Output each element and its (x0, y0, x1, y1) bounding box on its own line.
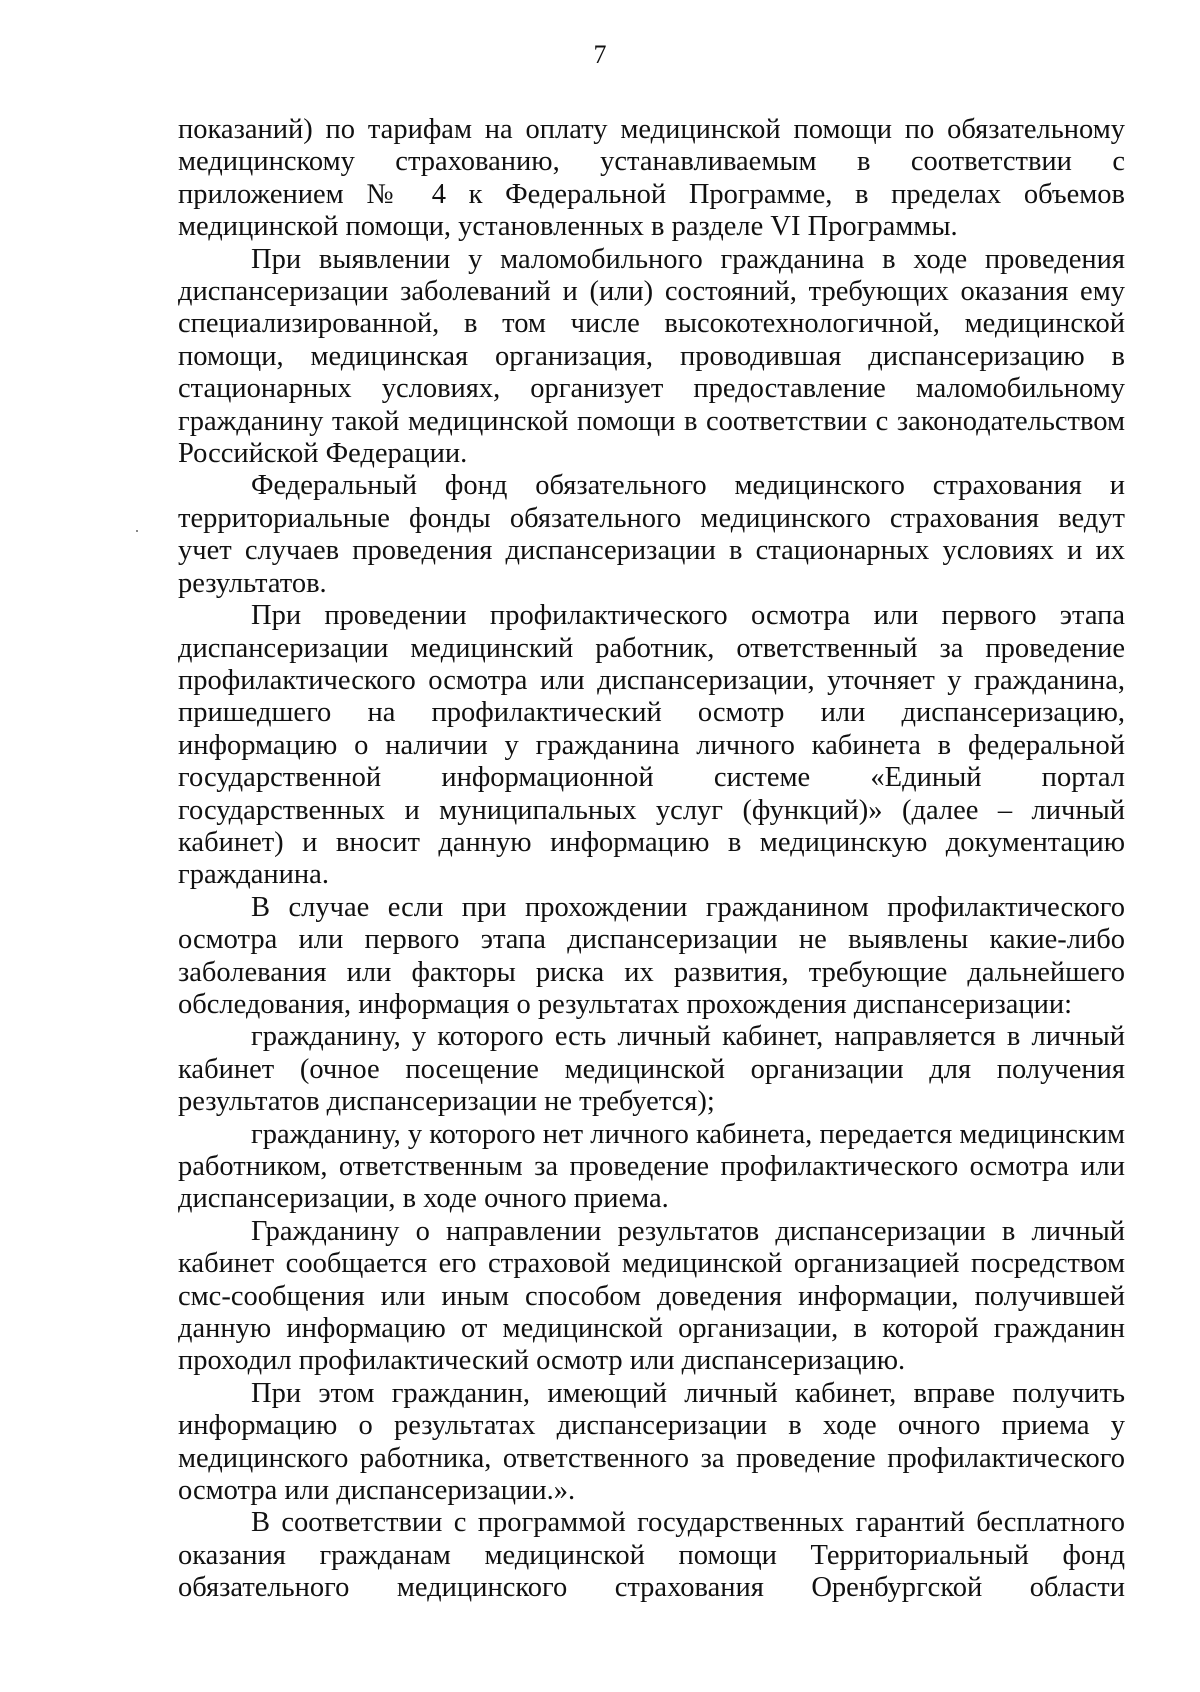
paragraph: Федеральный фонд обязательного медицинского страхования и территориальные фонды обязательного медицинского страхования ведут учет случаев проведения диспансеризации в стационарных условиях и их результатов. (178, 470, 1125, 599)
paragraph: гражданину, у которого нет личного кабинета, передается медицинским работником, ответственным за проведение профилактического осмотра или диспансеризации, в ходе очного приема. (178, 1118, 1125, 1215)
paragraph: При этом гражданин, имеющий личный кабинет, вправе получить информацию о результатах диспансеризации в ходе очного приема у медицинского работника, ответственного за проведение профилактического осмотра или диспансеризации.». (178, 1377, 1125, 1507)
paragraph-continuation: показаний) по тарифам на оплату медицинской помощи по обязательному медицинскому страхованию, устанавливаемым в соответствии с приложением № 4 к Федеральной Программе, в пределах объемов медицинской помощи, установленных в разделе VI Программы. (178, 114, 1125, 243)
scan-speck (136, 530, 138, 532)
paragraph: В случае если при прохождении гражданином профилактического осмотра или первого этапа диспансеризации не выявлены какие-либо заболевания или факторы риска их развития, требующие дальнейшего обследования, информация о результатах прохождения диспансеризации: (178, 891, 1125, 1020)
paragraph: При проведении профилактического осмотра или первого этапа диспансеризации медицинский работник, ответственный за проведение профилактического осмотра или диспансеризации, уточняет у гражданина, пришедшего на профилактический осмотр или диспансеризацию, информацию о наличии у гражданина личного кабинета в федеральной государственной информационной системе «Единый портал государственных и муниципальных услуг (функций)» (далее – личный кабинет) и вносит данную информацию в медицинскую документацию гражданина. (178, 600, 1125, 891)
paragraph-continues: В соответствии с программой государственных гарантий бесплатного оказания гражданам медицинской помощи Территориальный фонд обязательного медицинского страхования Оренбургской области (178, 1507, 1125, 1604)
document-body (178, 114, 1125, 1605)
paragraph: Гражданину о направлении результатов диспансеризации в личный кабинет сообщается его страховой медицинской организацией посредством смс-сообщения или иным способом доведения информации, получившей данную информацию от медицинской организации, в которой гражданин проходил профилактический осмотр или диспансеризацию. (178, 1215, 1125, 1377)
paragraph: При выявлении у маломобильного гражданина в ходе проведения диспансеризации заболеваний и (или) состояний, требующих оказания ему специализированной, в том числе высокотехнологичной, медицинской помощи, медицинская организация, проводившая диспансеризацию в стационарных условиях, организует предоставление маломобильному гражданину такой медицинской помощи в соответствии с законодательством Российской Федерации. (178, 243, 1125, 470)
page-number: 7 (593, 40, 607, 69)
paragraph: гражданину, у которого есть личный кабинет, направляется в личный кабинет (очное посещение медицинской организации для получения результатов диспансеризации не требуется); (178, 1021, 1125, 1118)
